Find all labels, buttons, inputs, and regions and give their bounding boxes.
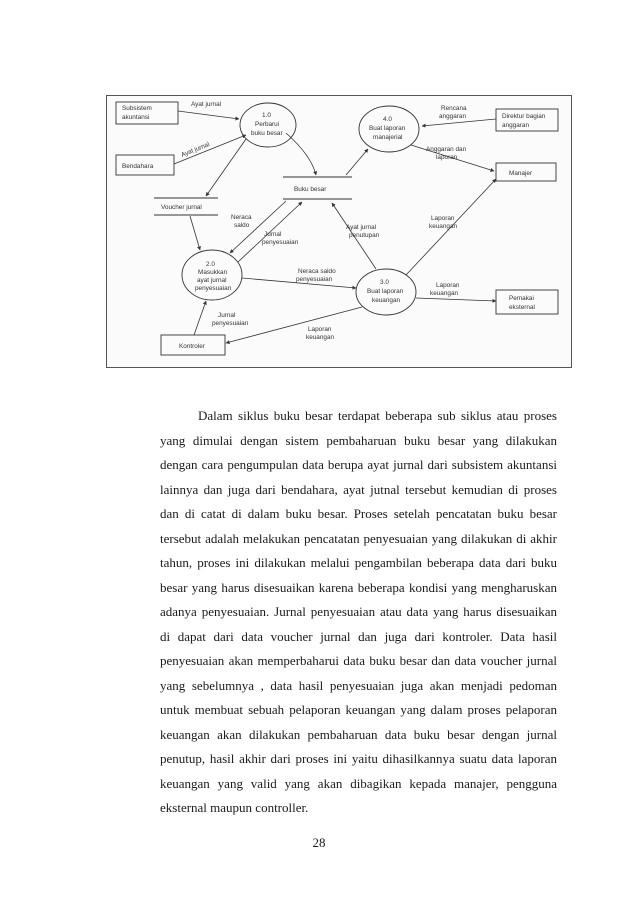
svg-text:Direktur bagian: Direktur bagian bbox=[502, 113, 546, 120]
svg-text:penyesuaian: penyesuaian bbox=[212, 320, 249, 327]
svg-text:4.0: 4.0 bbox=[383, 116, 392, 123]
svg-text:penyesuaian: penyesuaian bbox=[262, 239, 299, 246]
svg-text:Voucher jurnal: Voucher jurnal bbox=[161, 204, 202, 211]
svg-text:keuangan: keuangan bbox=[429, 223, 458, 230]
svg-text:Perbarui: Perbarui bbox=[255, 121, 280, 128]
svg-text:Bendahara: Bendahara bbox=[122, 163, 154, 170]
svg-text:Rencana: Rencana bbox=[441, 105, 467, 112]
svg-text:penyesuaian: penyesuaian bbox=[296, 276, 333, 283]
svg-text:manajerial: manajerial bbox=[373, 134, 403, 141]
svg-text:Subsistem: Subsistem bbox=[122, 105, 152, 112]
svg-text:Manajer: Manajer bbox=[509, 170, 533, 177]
svg-text:2.0: 2.0 bbox=[206, 261, 215, 268]
svg-text:Ayat jurnal: Ayat jurnal bbox=[191, 101, 222, 108]
svg-text:Kontroler: Kontroler bbox=[179, 343, 205, 350]
svg-text:Pemakai: Pemakai bbox=[509, 295, 534, 302]
svg-text:1.0: 1.0 bbox=[262, 112, 271, 119]
svg-text:Neraca: Neraca bbox=[231, 214, 252, 221]
svg-text:Ayat jurnal: Ayat jurnal bbox=[346, 224, 377, 231]
svg-text:laporan: laporan bbox=[436, 154, 458, 161]
svg-text:eksternal: eksternal bbox=[509, 304, 535, 311]
svg-text:anggaran: anggaran bbox=[439, 113, 467, 120]
svg-text:3.0: 3.0 bbox=[380, 279, 389, 286]
svg-text:Buat laporan: Buat laporan bbox=[367, 288, 404, 295]
svg-text:Masukkan: Masukkan bbox=[198, 269, 228, 276]
page-number: 28 bbox=[312, 835, 326, 850]
svg-text:keuangan: keuangan bbox=[372, 297, 401, 304]
svg-text:ayat jurnal: ayat jurnal bbox=[197, 277, 227, 284]
svg-text:keuangan: keuangan bbox=[306, 334, 335, 341]
svg-text:saldo: saldo bbox=[234, 222, 250, 229]
svg-text:Neraca saldo: Neraca saldo bbox=[298, 268, 336, 275]
svg-text:anggaran: anggaran bbox=[502, 122, 530, 129]
svg-text:Jurnal: Jurnal bbox=[264, 231, 282, 238]
svg-text:Laporan: Laporan bbox=[431, 215, 455, 222]
svg-text:penyesuaian: penyesuaian bbox=[195, 285, 232, 292]
svg-text:Laporan: Laporan bbox=[436, 282, 460, 289]
svg-text:penutupan: penutupan bbox=[349, 232, 380, 239]
svg-text:Jurnal: Jurnal bbox=[218, 312, 236, 319]
svg-text:Anggaran dan: Anggaran dan bbox=[426, 146, 467, 153]
body-paragraph: Dalam siklus buku besar terdapat beberapa sub siklus atau proses yang dimulai dengan sistem pembaharuan buku besar yang dilakukan dengan cara pengumpulan data berupa ayat jurnal dari subsistem akuntansi lainnya dan juga dari bendahara, ayat jutnal tersebut kemudian di proses dan di catat di dalam buku besar. Proses setelah pencatatan buku besar tersebut adalah melakukan pencatatan penyesuaian yang dilakukan di akhir tahun, proses ini dilakukan melalui pengambilan beberapa data dari buku besar yang harus disesuaikan karena beberapa kondisi yang mengharuskan adanya penyesuaian. Jurnal penyesuaian atau data yang harus disesuaikan di dapat dari data voucher jurnal dan juga dari kontroler. Data hasil penyesuaian akan memperbaharui data buku besar dan data voucher jurnal yang sebelumnya , data hasil penyesuaian juga akan menjadi pedoman untuk membuat sebuah pelaporan keuangan yang dalam proses pelaporan keuangan akan dilakukan pembaharuan data buku besar dengan jurnal penutup, hasil akhir dari proses ini yaitu dihasilkannya suatu data laporan keuangan yang valid yang akan dibagikan kepada manajer, pengguna eksternal maupun controller. bbox=[160, 408, 557, 815]
svg-text:buku besar: buku besar bbox=[251, 130, 283, 137]
diagram-border bbox=[107, 96, 572, 368]
svg-text:Buat laporan: Buat laporan bbox=[369, 125, 406, 132]
data-flow-diagram bbox=[106, 95, 572, 368]
svg-text:akuntansi: akuntansi bbox=[122, 114, 150, 121]
svg-text:Ayat jurnal: Ayat jurnal bbox=[180, 141, 211, 159]
svg-text:Laporan: Laporan bbox=[308, 326, 332, 333]
svg-text:Buku besar: Buku besar bbox=[294, 186, 327, 193]
svg-text:keuangan: keuangan bbox=[430, 290, 459, 297]
